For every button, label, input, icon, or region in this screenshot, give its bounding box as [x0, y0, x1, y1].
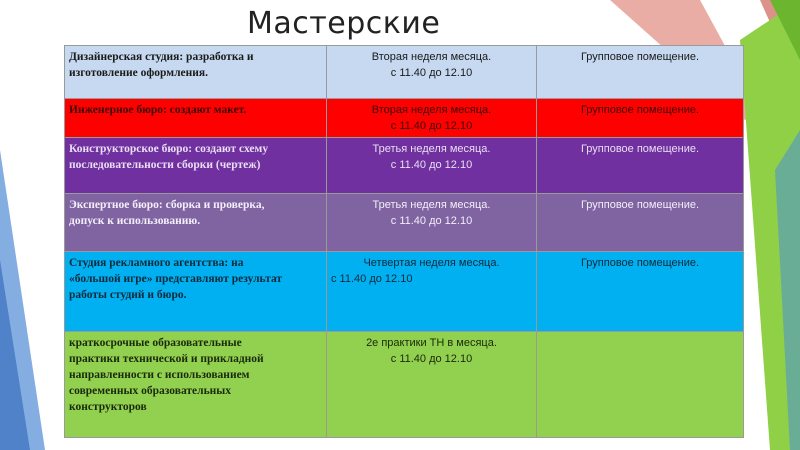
activity-line: краткосрочные образовательные [69, 337, 242, 349]
place-cell [537, 138, 744, 194]
place-text: Групповое помещение. [580, 104, 700, 116]
time-line: Четвертая неделя месяца. [363, 257, 500, 269]
place-text: Групповое помещение. [580, 143, 700, 155]
activity-cell [65, 138, 327, 194]
table-row [65, 46, 744, 99]
time-line: с 11.40 до 12.10 [390, 67, 473, 79]
place-text: Групповое помещение. [580, 199, 700, 211]
page-title: Мастерские [247, 6, 441, 41]
place-cell [537, 46, 744, 99]
activity-line: допуск к использованию. [69, 215, 201, 227]
place-text: Групповое помещение. [580, 257, 700, 269]
activity-cell [65, 332, 327, 438]
time-cell [327, 252, 537, 332]
activity-line: Инженерное бюро: создают макет. [69, 104, 247, 116]
table-row [65, 138, 744, 194]
activity-line: Студия рекламного агентства: на [69, 257, 244, 269]
activity-cell [65, 46, 327, 99]
activity-line: конструкторов [69, 401, 147, 413]
time-line: с 11.40 до 12.10 [390, 215, 473, 227]
time-line: Третья неделя месяца. [372, 199, 491, 211]
activity-line: Экспертное бюро: сборка и проверка, [69, 199, 265, 211]
activity-line: Дизайнерская студия: разработка и [69, 51, 254, 63]
time-cell [327, 332, 537, 438]
place-cell [537, 252, 744, 332]
activity-line: практики технической и прикладной [69, 353, 264, 365]
time-line: с 11.40 до 12.10 [331, 273, 413, 285]
time-cell [327, 99, 537, 138]
time-line: с 11.40 до 12.10 [390, 120, 473, 132]
table-row [65, 194, 744, 252]
table-row [65, 99, 744, 138]
place-cell [537, 332, 744, 438]
time-line: 2е практики ТН в месяца. [366, 337, 497, 349]
table-row [65, 252, 744, 332]
place-text: Групповое помещение. [580, 51, 700, 63]
activity-cell [65, 194, 327, 252]
activity-line: последовательности сборки (чертеж) [69, 159, 261, 171]
time-cell [327, 138, 537, 194]
activity-line: работы студий и бюро. [69, 289, 187, 301]
table-row [65, 332, 744, 438]
time-line: Вторая неделя месяца. [371, 51, 492, 63]
activity-cell [65, 252, 327, 332]
schedule-table [64, 45, 744, 438]
place-cell [537, 99, 744, 138]
time-cell [327, 194, 537, 252]
time-cell [327, 46, 537, 99]
time-line: Третья неделя месяца. [372, 143, 491, 155]
time-line: с 11.40 до 12.10 [390, 159, 473, 171]
activity-line: изготовление оформления. [69, 67, 209, 79]
place-cell [537, 194, 744, 252]
activity-cell [65, 99, 327, 138]
activity-line: направленности с использованием [69, 369, 250, 381]
time-line: Вторая неделя месяца. [371, 104, 492, 116]
activity-line: современных образовательных [69, 385, 232, 397]
activity-line: Конструкторское бюро: создают схему [69, 143, 269, 155]
activity-line: «большой игре» представляют результат [69, 273, 283, 285]
time-line: с 11.40 до 12.10 [390, 353, 473, 365]
